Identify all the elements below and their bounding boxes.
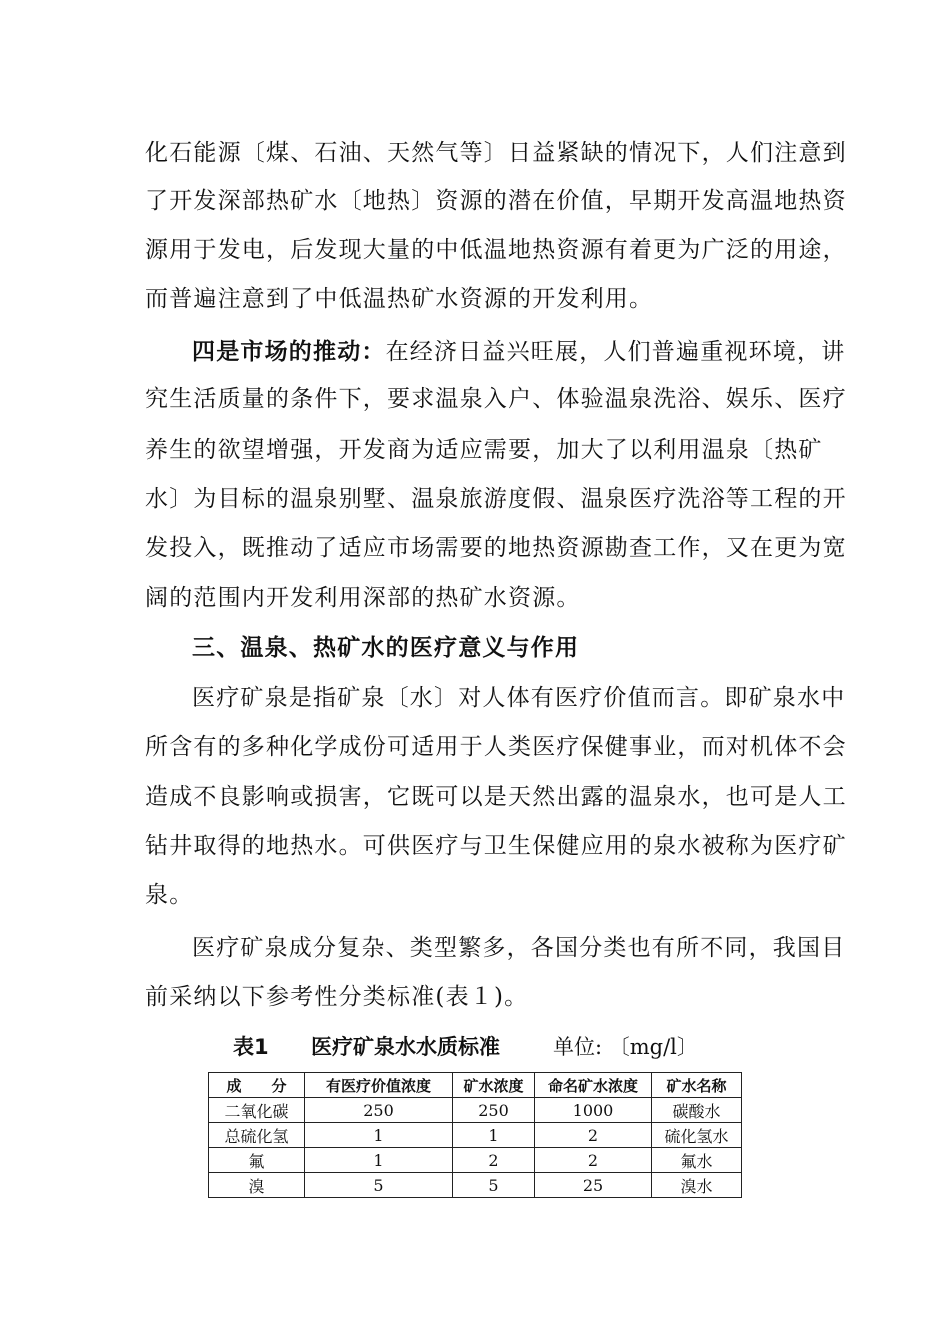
- table-cell: 碳酸水: [652, 1098, 742, 1123]
- table-row: [209, 1173, 742, 1198]
- table-cell: 1: [305, 1148, 453, 1173]
- paragraph-line: 造成不良影响或损害，它既可以是天然出露的温泉水，也可是人工: [145, 784, 847, 810]
- paragraph-line: 水〕为目标的温泉别墅、温泉旅游度假、温泉医疗洗浴等工程的开: [145, 486, 847, 512]
- paragraph-line: 化石能源〔煤、石油、天然气等〕日益紧缺的情况下，人们注意到: [145, 140, 847, 166]
- table-cell: 硫化氢水: [652, 1123, 742, 1148]
- table-caption-unit: 单位: 〔mg/l〕: [553, 1035, 698, 1059]
- table-row: [209, 1123, 742, 1148]
- paragraph-line: 泉。: [145, 882, 194, 908]
- table-caption-label: 表1: [233, 1035, 269, 1059]
- column-header: 矿水浓度: [453, 1073, 535, 1098]
- table-cell: 5: [453, 1173, 535, 1198]
- table-cell: 1: [453, 1123, 535, 1148]
- paragraph-line: 钻井取得的地热水。可供医疗与卫生保健应用的泉水被称为医疗矿: [145, 833, 847, 859]
- paragraph-line: [192, 337, 845, 367]
- table-header-row: [209, 1073, 742, 1098]
- table-cell: 总硫化氢: [209, 1123, 305, 1148]
- table-cell: 溴: [209, 1173, 305, 1198]
- table-cell: 溴水: [652, 1173, 742, 1198]
- table-cell: 氟水: [652, 1148, 742, 1173]
- table-row: [209, 1098, 742, 1123]
- table-cell: 250: [305, 1098, 453, 1123]
- paragraph-text: 在经济日益兴旺展，人们普遍重视环境，讲: [385, 339, 846, 365]
- table-cell: 二氧化碳: [209, 1098, 305, 1123]
- paragraph-line: 了开发深部热矿水〔地热〕资源的潜在价值，早期开发高温地热资: [145, 188, 847, 214]
- paragraph-line: 阔的范围内开发利用深部的热矿水资源。: [145, 585, 581, 611]
- table-cell: 2: [535, 1148, 652, 1173]
- table-cell: 1000: [535, 1098, 652, 1123]
- column-header: 矿水名称: [652, 1073, 742, 1098]
- table-cell: 氟: [209, 1148, 305, 1173]
- column-header: 有医疗价值浓度: [305, 1073, 453, 1098]
- table-cell: 2: [453, 1148, 535, 1173]
- paragraph-line: 养生的欲望增强，开发商为适应需要，加大了以利用温泉〔热矿: [145, 437, 823, 463]
- table-row: [209, 1148, 742, 1173]
- column-header: 成 分: [209, 1073, 305, 1098]
- column-header: 命名矿水浓度: [535, 1073, 652, 1098]
- paragraph-line: 源用于发电，后发现大量的中低温地热资源有着更为广泛的用途，: [145, 237, 847, 263]
- paragraph-line: 发投入，既推动了适应市场需要的地热资源勘查工作，又在更为宽: [145, 535, 847, 561]
- table-cell: 5: [305, 1173, 453, 1198]
- section-heading: 三、温泉、热矿水的医疗意义与作用: [192, 635, 580, 661]
- paragraph-line: 医疗矿泉成分复杂、类型繁多，各国分类也有所不同，我国目: [192, 935, 846, 961]
- section-lead-bold: 四是市场的推动：: [192, 339, 386, 365]
- paragraph-line: 前采纳以下参考性分类标准(表１)。: [145, 984, 529, 1010]
- table-cell: 2: [535, 1123, 652, 1148]
- table-cell: 250: [453, 1098, 535, 1123]
- table-caption-title: 医疗矿泉水水质标准: [311, 1035, 500, 1059]
- table-cell: 1: [305, 1123, 453, 1148]
- paragraph-line: 医疗矿泉是指矿泉〔水〕对人体有医疗价值而言。即矿泉水中: [192, 685, 846, 711]
- paragraph-line: 所含有的多种化学成份可适用于人类医疗保健事业，而对机体不会: [145, 734, 847, 760]
- paragraph-line: 究生活质量的条件下，要求温泉入户、体验温泉洗浴、娱乐、医疗: [145, 386, 847, 412]
- water-quality-table: [208, 1072, 742, 1198]
- table-cell: 25: [535, 1173, 652, 1198]
- paragraph-line: 而普遍注意到了中低温热矿水资源的开发利用。: [145, 286, 654, 312]
